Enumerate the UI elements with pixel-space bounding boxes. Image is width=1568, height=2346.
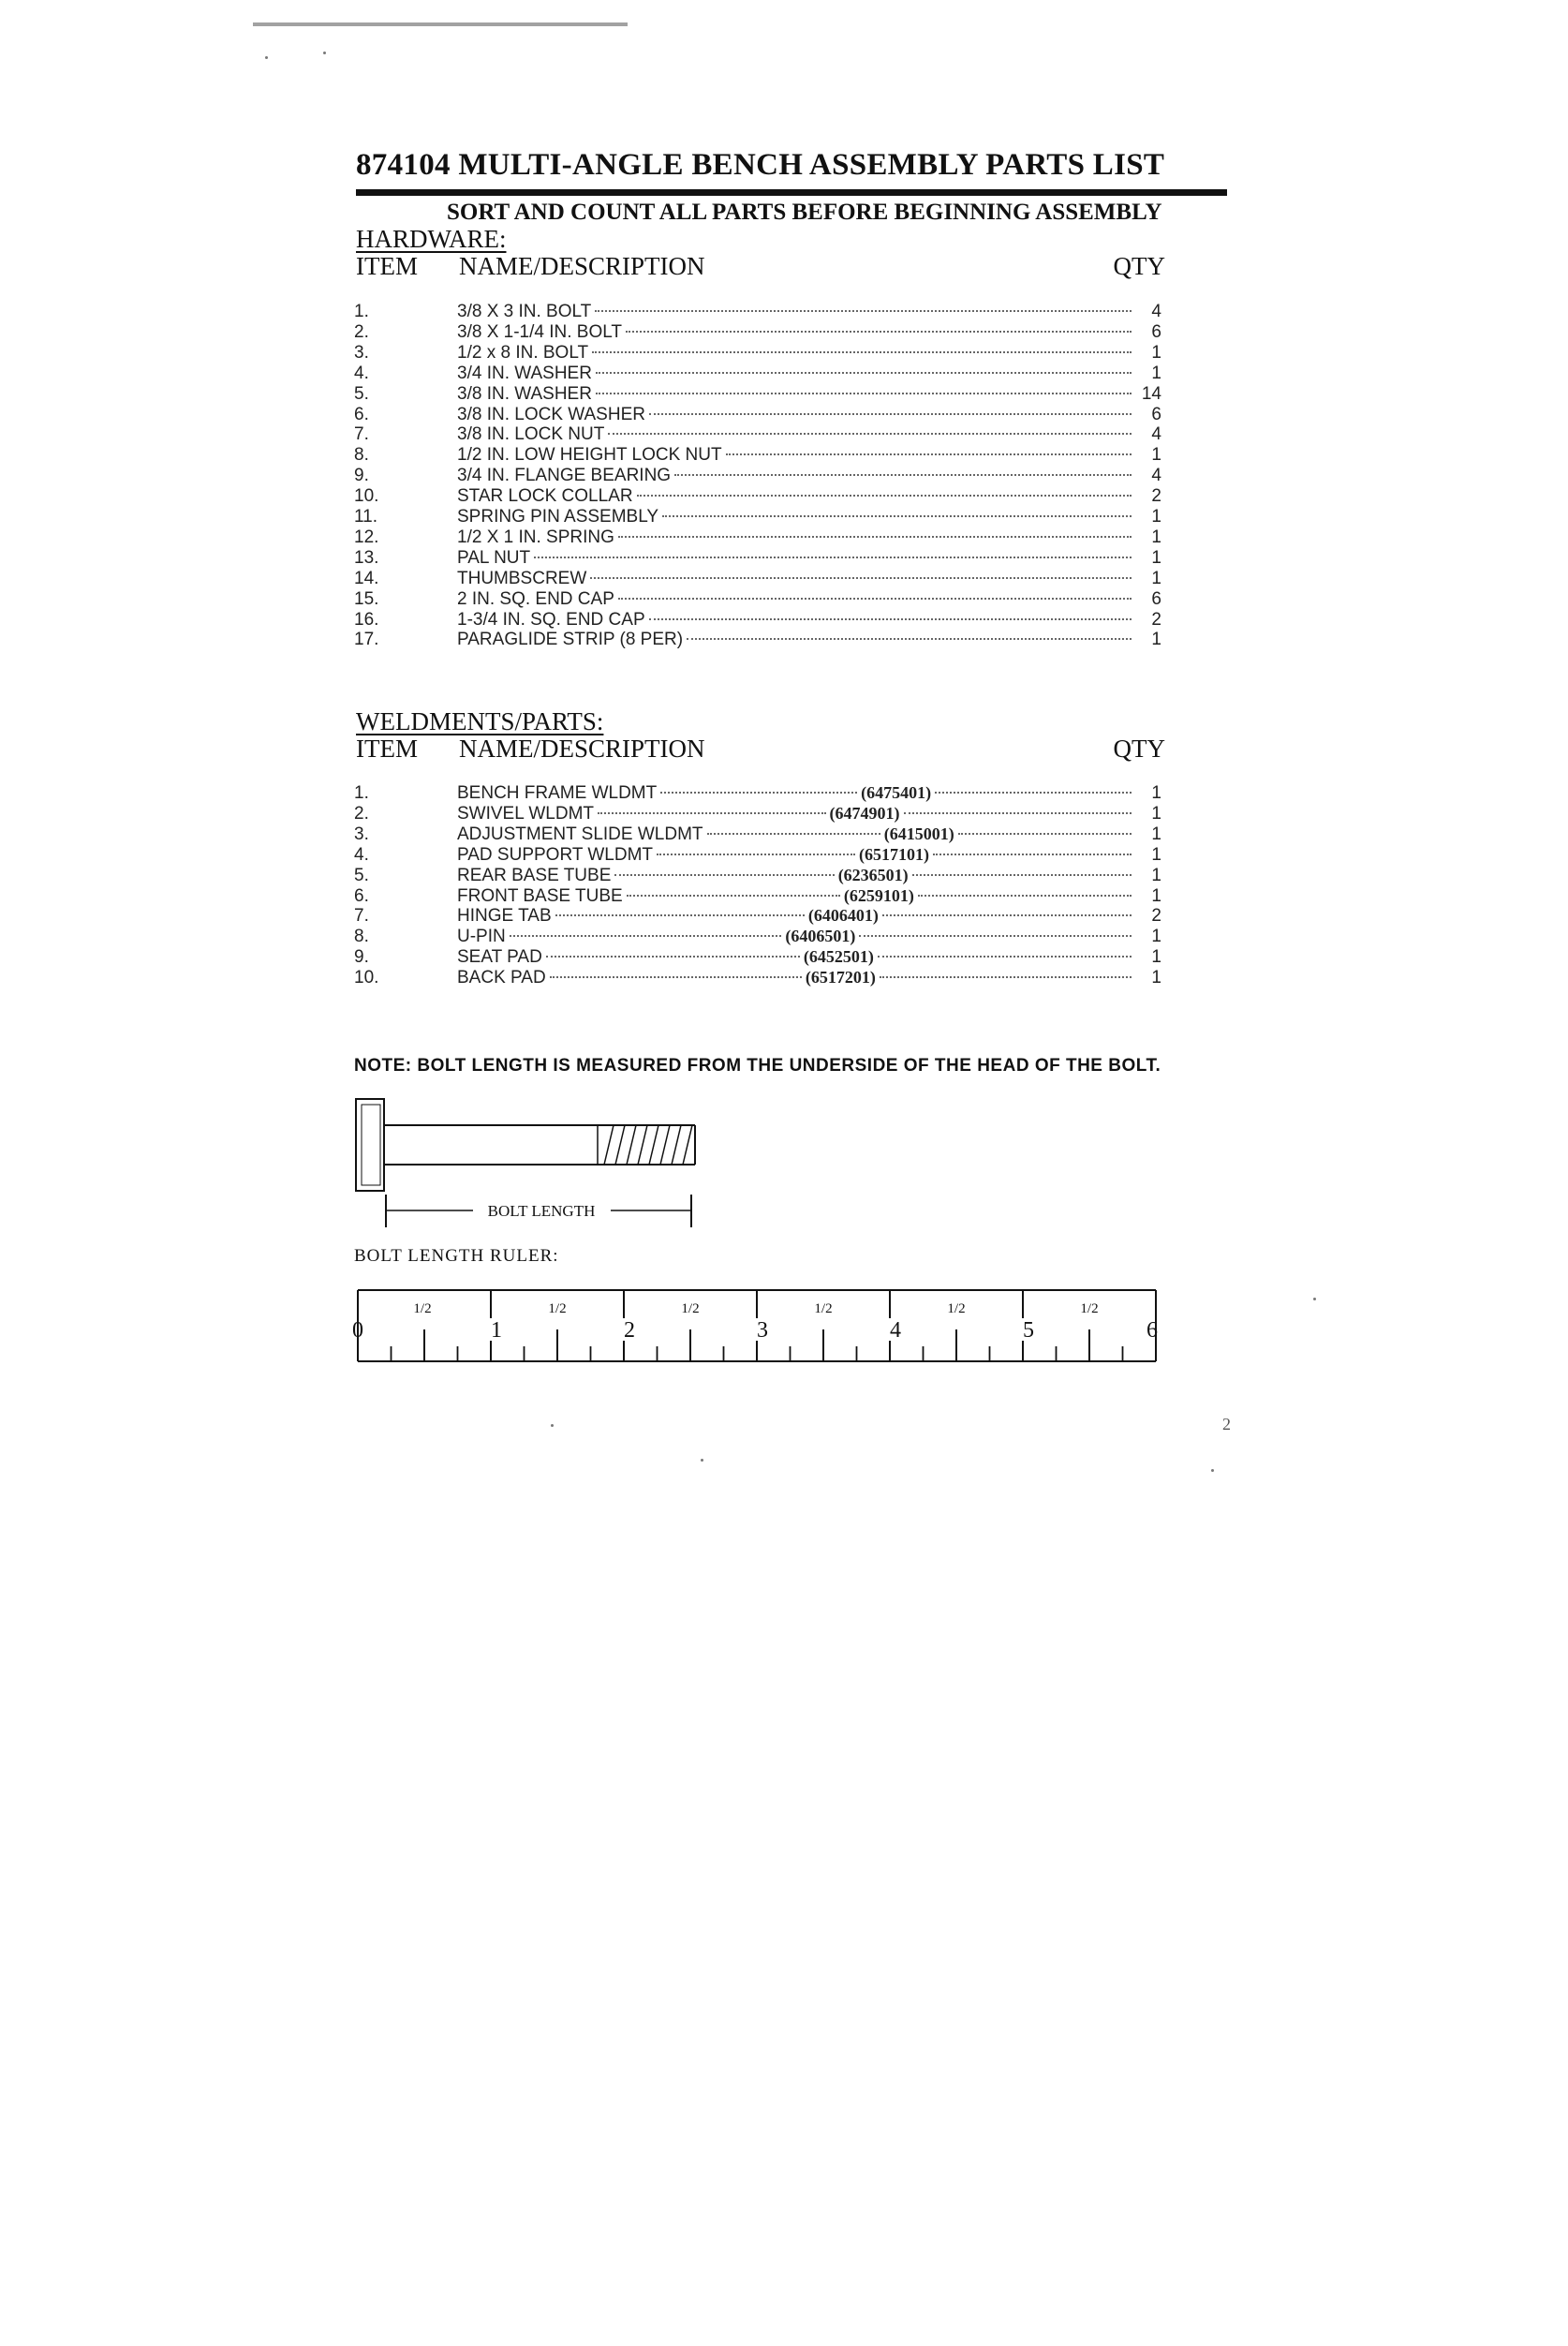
dot-leader [595,310,1132,312]
weldments-col-qty: QTY [1113,735,1165,763]
instruction-subtitle: SORT AND COUNT ALL PARTS BEFORE BEGINNING ASSEMBLY [447,200,1162,225]
item-number: 7. [354,424,369,445]
list-item [354,302,1161,323]
dot-leader [590,577,1132,579]
item-qty: 1 [1151,844,1161,865]
item-qty: 1 [1151,547,1161,568]
dot-leader [618,536,1132,538]
item-qty: 1 [1151,527,1161,547]
item-qty: 1 [1151,783,1161,803]
item-qty: 1 [1151,363,1161,383]
item-number: 3. [354,824,369,844]
dot-leader [726,453,1132,455]
item-name: SEAT PAD [457,947,542,968]
item-number: 1. [354,783,369,803]
scan-speck [1211,1469,1214,1472]
dot-leader [596,393,1132,394]
ruler-number: 1 [491,1318,502,1343]
list-item [354,886,1161,908]
dot-leader [637,495,1132,497]
part-number: (6415001) [883,824,954,843]
ruler-half-label: 1/2 [681,1301,700,1316]
ruler-number: 2 [624,1318,635,1343]
item-number: 3. [354,342,369,363]
list-item [354,445,1161,467]
part-number: (6475401) [861,783,932,802]
item-qty: 1 [1151,568,1161,588]
part-number: (6259101) [843,885,914,905]
item-qty: 4 [1151,302,1161,321]
item-name: BACK PAD [457,968,546,988]
item-number: 15. [354,588,379,609]
dot-leader [598,812,825,814]
list-item [354,804,1161,825]
item-qty: 2 [1151,486,1161,507]
item-qty: 1 [1151,947,1161,968]
ruler-number: 3 [757,1318,768,1343]
list-item [354,866,1161,887]
hardware-heading: HARDWARE: [356,225,507,253]
item-name: STAR LOCK COLLAR [457,486,633,507]
item-name: 3/8 X 1-1/4 IN. BOLT [457,321,623,342]
item-name: REAR BASE TUBE [457,865,612,885]
item-qty: 1 [1151,630,1161,650]
dot-leader [904,812,1132,814]
weldments-col-name: NAME/DESCRIPTION [459,735,705,763]
bolt-thread [604,1125,692,1165]
item-number: 8. [354,445,369,466]
page-number: 2 [1222,1415,1231,1433]
scan-speck [265,56,268,59]
item-number: 6. [354,885,369,906]
item-name: PAL NUT [457,547,531,568]
item-name: ADJUSTMENT SLIDE WLDMT [457,824,703,844]
part-number: (6517101) [859,844,930,864]
item-name: BENCH FRAME WLDMT [457,783,658,803]
dot-leader [626,331,1132,333]
item-name: 3/8 IN. LOCK NUT [457,424,605,445]
item-name: 3/8 X 3 IN. BOLT [457,302,592,321]
list-item [354,548,1161,570]
list-item [354,527,1161,549]
item-number: 12. [354,527,379,547]
list-item [354,424,1161,446]
item-name: FRONT BASE TUBE [457,885,623,906]
list-item [354,968,1161,989]
list-item [354,610,1161,631]
item-number: 17. [354,630,379,650]
item-number: 9. [354,466,369,486]
page-title: 874104 MULTI-ANGLE BENCH ASSEMBLY PARTS LIST [356,148,1165,182]
item-number: 13. [354,547,379,568]
item-qty: 1 [1151,865,1161,885]
weldments-heading: WELDMENTS/PARTS: [356,707,604,735]
dot-leader [935,792,1132,794]
dot-leader [674,474,1132,476]
dot-leader [649,413,1132,415]
item-name: 1/2 X 1 IN. SPRING [457,527,614,547]
dot-leader [510,935,782,937]
ruler-half-label: 1/2 [1080,1301,1099,1316]
item-number: 9. [354,947,369,968]
item-number: 7. [354,906,369,927]
dot-leader [555,914,805,916]
list-item [354,384,1161,406]
item-name: SWIVEL WLDMT [457,803,595,824]
item-qty: 6 [1151,588,1161,609]
item-name: 1/2 IN. LOW HEIGHT LOCK NUT [457,445,722,466]
item-name: SPRING PIN ASSEMBLY [457,507,659,527]
item-number: 2. [354,321,369,342]
list-item [354,630,1161,651]
part-number: (6406501) [785,927,856,946]
list-item [354,343,1161,364]
item-qty: 1 [1151,968,1161,988]
scan-speck [551,1424,554,1427]
list-item [354,845,1161,867]
ruler-label: BOLT LENGTH RULER: [354,1246,559,1266]
item-name: PARAGLIDE STRIP (8 PER) [457,630,684,650]
item-number: 10. [354,968,379,988]
ruler-number: 6 [1146,1318,1158,1343]
item-qty: 6 [1151,321,1161,342]
item-number: 4. [354,363,369,383]
item-number: 11. [354,507,378,527]
item-number: 2. [354,803,369,824]
item-number: 5. [354,383,369,404]
dot-leader [534,557,1132,558]
item-name: 3/4 IN. WASHER [457,363,592,383]
item-qty: 2 [1151,906,1161,927]
dot-leader [596,372,1132,374]
dot-leader [933,854,1132,855]
item-qty: 2 [1151,609,1161,630]
item-name: 3/8 IN. WASHER [457,383,592,404]
item-name: 1/2 x 8 IN. BOLT [457,342,589,363]
list-item [354,486,1161,508]
weldments-col-item: ITEM [356,735,418,763]
item-qty: 4 [1151,466,1161,486]
item-qty: 14 [1141,383,1161,404]
dot-leader [859,935,1132,937]
part-number: (6452501) [803,947,874,967]
scan-speck [701,1459,703,1462]
item-qty: 1 [1151,445,1161,466]
ruler-number: 4 [890,1318,901,1343]
list-item [354,405,1161,426]
item-name: 2 IN. SQ. END CAP [457,588,614,609]
scan-speck [1313,1298,1316,1300]
dot-leader [880,976,1132,978]
scan-speck [323,52,326,54]
dot-leader [649,618,1132,620]
dot-leader [608,433,1132,435]
dot-leader [657,854,855,855]
hardware-col-item: ITEM [356,252,418,280]
title-divider [356,189,1227,196]
item-qty: 1 [1151,824,1161,844]
dot-leader [627,895,840,897]
ruler-number: 0 [352,1318,363,1343]
dot-leader [614,874,834,876]
list-item [354,507,1161,528]
bolt-diagram [347,1091,703,1237]
item-number: 16. [354,609,379,630]
ruler-half-label: 1/2 [947,1301,966,1316]
hardware-col-name: NAME/DESCRIPTION [459,252,705,280]
part-number: (6474901) [829,803,900,823]
item-number: 10. [354,486,379,507]
item-number: 8. [354,927,369,947]
list-item [354,783,1161,805]
list-item [354,824,1161,846]
dot-leader [662,515,1132,517]
item-name: HINGE TAB [457,906,552,927]
item-name: U-PIN [457,927,506,947]
ruler-half-label: 1/2 [814,1301,833,1316]
dot-leader [918,895,1132,897]
dot-leader [618,598,1132,600]
item-number: 5. [354,865,369,885]
ruler-half-label: 1/2 [413,1301,432,1316]
item-name: PAD SUPPORT WLDMT [457,844,654,865]
dot-leader [546,956,800,958]
item-qty: 1 [1151,803,1161,824]
item-qty: 1 [1151,507,1161,527]
item-number: 6. [354,404,369,424]
part-number: (6517201) [805,968,876,987]
item-name: 3/8 IN. LOCK WASHER [457,404,645,424]
item-qty: 1 [1151,342,1161,363]
bolt-length-ruler [347,1279,1180,1373]
bolt-length-note: NOTE: BOLT LENGTH IS MEASURED FROM THE UNDERSIDE OF THE HEAD OF THE BOLT. [354,1056,1161,1076]
item-name: THUMBSCREW [457,568,587,588]
scan-artifact-line [253,22,628,26]
list-item [354,947,1161,969]
ruler-number: 5 [1023,1318,1034,1343]
dot-leader [958,833,1132,835]
dot-leader [878,956,1132,958]
ruler-half-label: 1/2 [548,1301,567,1316]
bolt-length-label: BOLT LENGTH [487,1202,596,1220]
hardware-col-qty: QTY [1113,252,1165,280]
item-qty: 1 [1151,885,1161,906]
item-name: 1-3/4 IN. SQ. END CAP [457,609,645,630]
item-name: 3/4 IN. FLANGE BEARING [457,466,672,486]
item-qty: 4 [1151,424,1161,445]
item-number: 1. [354,302,369,321]
dot-leader [687,638,1132,640]
part-number: (6406401) [807,906,879,926]
dot-leader [882,914,1132,916]
item-qty: 1 [1151,927,1161,947]
dot-leader [550,976,802,978]
item-number: 14. [354,568,379,588]
dot-leader [592,351,1132,353]
list-item [354,927,1161,948]
item-qty: 6 [1151,404,1161,424]
dot-leader [912,874,1132,876]
list-item [354,589,1161,611]
list-item [354,466,1161,487]
dot-leader [707,833,880,835]
item-number: 4. [354,844,369,865]
list-item [354,906,1161,928]
part-number: (6236501) [837,865,909,884]
list-item [354,569,1161,590]
list-item [354,322,1161,344]
list-item [354,364,1161,385]
dot-leader [660,792,857,794]
